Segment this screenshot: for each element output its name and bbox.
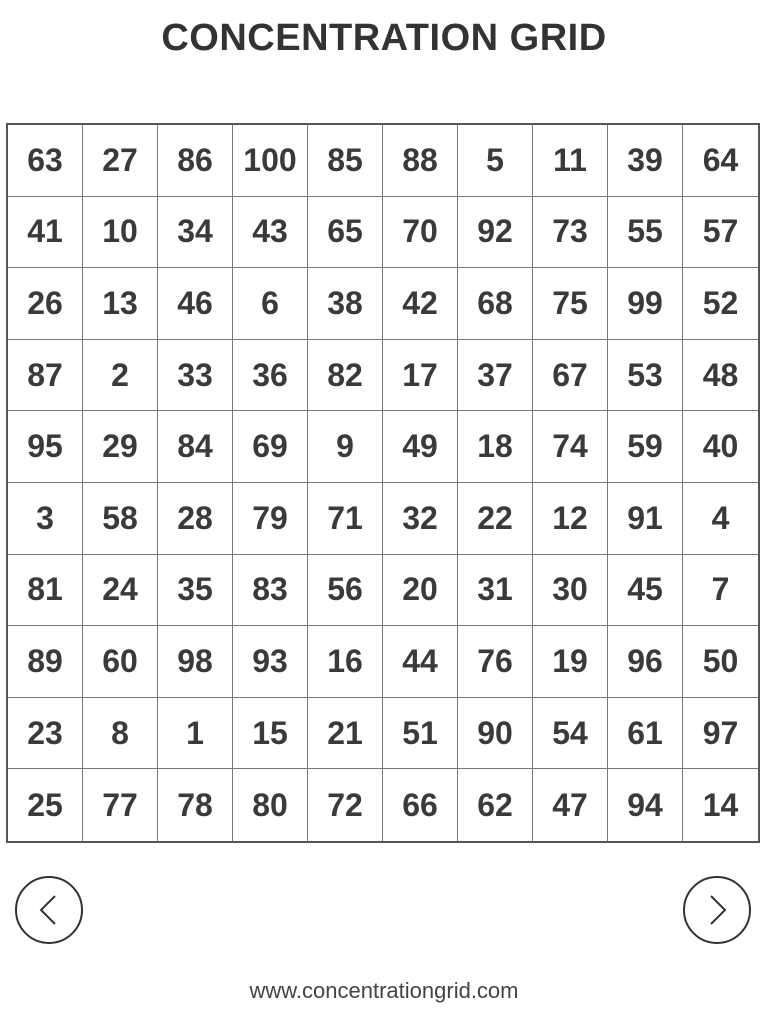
grid-cell[interactable]: 50 xyxy=(683,626,758,698)
grid-cell[interactable]: 18 xyxy=(458,411,533,483)
grid-cell[interactable]: 49 xyxy=(383,411,458,483)
grid-cell[interactable]: 32 xyxy=(383,483,458,555)
grid-cell[interactable]: 60 xyxy=(83,626,158,698)
grid-cell[interactable]: 69 xyxy=(233,411,308,483)
grid-cell[interactable]: 89 xyxy=(8,626,83,698)
grid-cell[interactable]: 78 xyxy=(158,769,233,841)
grid-cell[interactable]: 8 xyxy=(83,698,158,770)
grid-cell[interactable]: 71 xyxy=(308,483,383,555)
grid-cell[interactable]: 41 xyxy=(8,197,83,269)
grid-cell[interactable]: 91 xyxy=(608,483,683,555)
grid-cell[interactable]: 54 xyxy=(533,698,608,770)
grid-cell[interactable]: 72 xyxy=(308,769,383,841)
grid-cell[interactable]: 23 xyxy=(8,698,83,770)
grid-cell[interactable]: 55 xyxy=(608,197,683,269)
grid-cell[interactable]: 1 xyxy=(158,698,233,770)
grid-cell[interactable]: 33 xyxy=(158,340,233,412)
grid-cell[interactable]: 27 xyxy=(83,125,158,197)
grid-cell[interactable]: 100 xyxy=(233,125,308,197)
grid-cell[interactable]: 2 xyxy=(83,340,158,412)
grid-cell[interactable]: 35 xyxy=(158,555,233,627)
grid-cell[interactable]: 63 xyxy=(8,125,83,197)
grid-cell[interactable]: 86 xyxy=(158,125,233,197)
grid-cell[interactable]: 39 xyxy=(608,125,683,197)
grid-cell[interactable]: 98 xyxy=(158,626,233,698)
chevron-right-icon xyxy=(699,892,735,928)
grid-cell[interactable]: 67 xyxy=(533,340,608,412)
grid-cell[interactable]: 66 xyxy=(383,769,458,841)
grid-cell[interactable]: 47 xyxy=(533,769,608,841)
previous-button[interactable] xyxy=(15,876,83,944)
footer-website-link[interactable]: www.concentrationgrid.com xyxy=(249,978,519,1003)
grid-cell[interactable]: 22 xyxy=(458,483,533,555)
grid-cell[interactable]: 46 xyxy=(158,268,233,340)
grid-cell[interactable]: 19 xyxy=(533,626,608,698)
grid-cell[interactable]: 29 xyxy=(83,411,158,483)
grid-cell[interactable]: 52 xyxy=(683,268,758,340)
grid-cell[interactable]: 61 xyxy=(608,698,683,770)
grid-cell[interactable]: 90 xyxy=(458,698,533,770)
grid-cell[interactable]: 75 xyxy=(533,268,608,340)
concentration-grid xyxy=(6,123,760,843)
grid-cell[interactable]: 26 xyxy=(8,268,83,340)
grid-cell[interactable]: 76 xyxy=(458,626,533,698)
grid-cell[interactable]: 15 xyxy=(233,698,308,770)
grid-cell[interactable]: 36 xyxy=(233,340,308,412)
grid-cell[interactable]: 87 xyxy=(8,340,83,412)
grid-cell[interactable]: 28 xyxy=(158,483,233,555)
grid-cell[interactable]: 58 xyxy=(83,483,158,555)
grid-cell[interactable]: 96 xyxy=(608,626,683,698)
grid-cell[interactable]: 77 xyxy=(83,769,158,841)
grid-cell[interactable]: 95 xyxy=(8,411,83,483)
grid-cell[interactable]: 64 xyxy=(683,125,758,197)
grid-cell[interactable]: 42 xyxy=(383,268,458,340)
grid-cell[interactable]: 38 xyxy=(308,268,383,340)
grid-cell[interactable]: 65 xyxy=(308,197,383,269)
grid-cell[interactable]: 31 xyxy=(458,555,533,627)
grid-cell[interactable]: 93 xyxy=(233,626,308,698)
grid-cell[interactable]: 97 xyxy=(683,698,758,770)
grid-cell[interactable]: 81 xyxy=(8,555,83,627)
grid-cell[interactable]: 6 xyxy=(233,268,308,340)
grid-cell[interactable]: 3 xyxy=(8,483,83,555)
grid-cell[interactable]: 48 xyxy=(683,340,758,412)
grid-cell[interactable]: 68 xyxy=(458,268,533,340)
grid-cell[interactable]: 51 xyxy=(383,698,458,770)
grid-cell[interactable]: 16 xyxy=(308,626,383,698)
grid-cell[interactable]: 37 xyxy=(458,340,533,412)
grid-cell[interactable]: 59 xyxy=(608,411,683,483)
grid-cell[interactable]: 53 xyxy=(608,340,683,412)
grid-cell[interactable]: 79 xyxy=(233,483,308,555)
grid-cell[interactable]: 74 xyxy=(533,411,608,483)
grid-cell[interactable]: 40 xyxy=(683,411,758,483)
grid-cell[interactable]: 73 xyxy=(533,197,608,269)
grid-cell[interactable]: 62 xyxy=(458,769,533,841)
grid-cell[interactable]: 17 xyxy=(383,340,458,412)
grid-cell[interactable]: 70 xyxy=(383,197,458,269)
grid-cell[interactable]: 83 xyxy=(233,555,308,627)
grid-cell[interactable]: 13 xyxy=(83,268,158,340)
page-title: CONCENTRATION GRID xyxy=(161,17,607,59)
grid-cell[interactable]: 5 xyxy=(458,125,533,197)
grid-cell[interactable]: 85 xyxy=(308,125,383,197)
grid-cell[interactable]: 88 xyxy=(383,125,458,197)
grid-cell[interactable]: 20 xyxy=(383,555,458,627)
grid-cell[interactable]: 7 xyxy=(683,555,758,627)
chevron-left-icon xyxy=(31,892,67,928)
grid-cell[interactable]: 9 xyxy=(308,411,383,483)
grid-cell[interactable]: 24 xyxy=(83,555,158,627)
grid-cell[interactable]: 80 xyxy=(233,769,308,841)
grid-cell[interactable]: 21 xyxy=(308,698,383,770)
grid-cell[interactable]: 94 xyxy=(608,769,683,841)
grid-cell[interactable]: 45 xyxy=(608,555,683,627)
next-button[interactable] xyxy=(683,876,751,944)
grid-cell[interactable]: 10 xyxy=(83,197,158,269)
grid-cell[interactable]: 84 xyxy=(158,411,233,483)
grid-cell[interactable]: 99 xyxy=(608,268,683,340)
grid-cell[interactable]: 44 xyxy=(383,626,458,698)
grid-cell[interactable]: 56 xyxy=(308,555,383,627)
grid-cell[interactable]: 43 xyxy=(233,197,308,269)
grid-cell[interactable]: 82 xyxy=(308,340,383,412)
grid-cell[interactable]: 34 xyxy=(158,197,233,269)
grid-cell[interactable]: 4 xyxy=(683,483,758,555)
grid-cell[interactable]: 25 xyxy=(8,769,83,841)
grid-cell[interactable]: 30 xyxy=(533,555,608,627)
grid-cell[interactable]: 12 xyxy=(533,483,608,555)
grid-cell[interactable]: 57 xyxy=(683,197,758,269)
grid-cell[interactable]: 11 xyxy=(533,125,608,197)
grid-cell[interactable]: 92 xyxy=(458,197,533,269)
grid-cell[interactable]: 14 xyxy=(702,786,739,823)
